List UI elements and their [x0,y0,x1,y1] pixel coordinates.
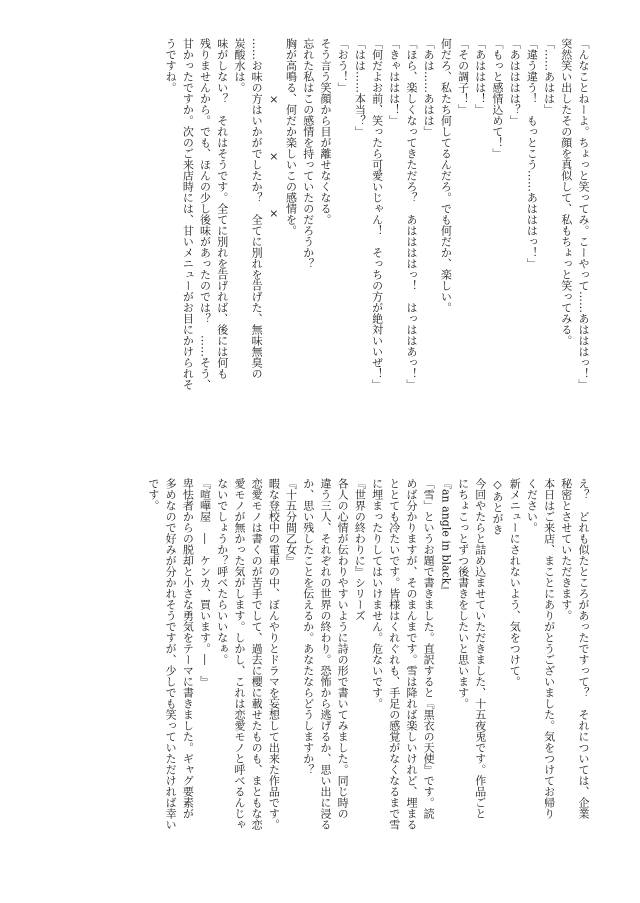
afterword-line: え？ どれも似たところがあったですって？ それについては、企業 [577,478,590,819]
story-line: × × × [267,38,281,220]
story-line: 「はは……本当？」 [353,38,367,137]
story-line: 甘かったですか。次のご来店時には、甘いメニューがお目にかけられそ [181,38,195,390]
story-line: 突然笑い出したその顔を真似して、私もちょっと笑ってみる。 [559,38,573,346]
story-line: 炭酸水は。 [232,38,246,93]
afterword-line: 『an angle in black』 [439,478,453,596]
story-line: 「あは……あはは」 [422,38,436,137]
afterword-line: 愛モノが無かった気がします。しかし、これは恋愛モノと呼べるんじゃ [232,478,246,830]
afterword-line: 違う三人、それぞれの世界の終わり。恐怖から逃げるか、思い出に浸る [318,478,332,830]
afterword-line: ないでしょうか？呼べたらいいなぁ。 [215,478,229,665]
afterword-line: 本日はご来店、まことにありがとうございました。気をつけてお帰り [542,478,556,819]
afterword-line: ください。 [525,478,539,533]
story-line: 忘れた私はこの感情を持っていたのだろうか？ [301,38,315,269]
story-line: 「あははは！」 [473,38,487,115]
afterword-line: 『喧嘩屋 ― ケンカ、買います。― 』 [198,478,212,687]
story-line: 「違う違う！ もっとこう……あはははっ！」 [525,38,539,269]
afterword-line: 新メニューにされないよう、気をつけて。 [508,478,522,687]
story-line: 何だろ、私たち何してるんだろ。でも何だか、楽しい。 [439,38,453,313]
story-line: 「おう！」 [336,38,350,93]
afterword-text-block [32,478,592,878]
afterword-line: 秘密とさせていただきます。 [559,478,573,621]
story-line: そう言う笑顔から目が離せなくなる。 [318,38,332,225]
story-line: 「……あはは」 [542,38,556,115]
story-line: 「もっと感情込めて！」 [490,38,504,159]
story-line: ……お味の方はいかがでしたか？ 全てに別れを告げた、無味無臭の [250,38,264,379]
afterword-line: 暇な登校中の電車の中、ぼんやりとドラマを妄想して出来た作品です。 [267,478,281,830]
afterword-line: 多めなので好みが分かれそうですが、少しでも笑っていただければ幸い [164,478,178,830]
afterword-line: 『十五分間乙女』 [284,478,298,566]
story-line: 「その調子！」 [456,38,470,115]
afterword-line: 各人の心情が伝わりやすいように詩の形で書いてみました。同じ時の [336,478,350,819]
afterword-line: にちょこっとずつ後書きをしたいと思います。 [456,478,470,709]
story-line: 「あはははは？」 [508,38,522,126]
story-line: 胸が高鳴る、何だか楽しいこの感情を。 [284,38,298,236]
afterword-line: 今回やたらと詰め込ませていただきました、十五夜兎です。作品ごと [473,478,487,819]
story-line: 残りませんから。でも、ほんの少し後味があったのでは？ ……そう、 [198,38,212,390]
story-line: 味がしない？ それはそうです。全てに別れを告げれば、後には何も [215,38,229,379]
story-line: 「ほら、楽しくなってきただろ？ あははははっ！ はっははあっ！」 [404,38,418,390]
story-line: 「んなことねーよ。ちょっと笑ってみ。こーやって……あはははっ！」 [577,38,590,390]
afterword-line: 「雪」というお題で書きました。直訳すると『黒衣の天使』です。読 [422,478,436,819]
afterword-line: めば分かりますが、そのまんまです。雪は降れば楽しいけれど、埋まる [404,478,418,830]
afterword-line: 恋愛モノは書くのが苦手でして、過去に櫻に載せたものも、まともな恋 [250,478,264,830]
afterword-line: です。 [146,478,160,511]
story-line: 「きゃははは！」 [387,38,401,126]
afterword-line: 卑怯者からの脱却と小さな勇気をテーマに書きました。ギャグ要素が [181,478,195,819]
story-line: うですね。 [164,38,178,93]
afterword-line: ◇あとがき [490,478,504,535]
story-line: 「何だよお前、笑ったら可愛いじゃん！ そっちの方が絶対いいぜ！」 [370,38,384,390]
afterword-line: に埋まったりしてはいけません。危ないです。 [370,478,384,709]
afterword-line: か、思い残したことを伝えるか。あなたならどうしますか？ [301,478,315,775]
afterword-line: ととても冷たいです。皆様はくれぐれも、手足の感覚がなくなるまで雪 [387,478,401,830]
story-text-block [32,38,592,430]
afterword-line: 『世界の終わりに』シリーズ [353,478,367,621]
